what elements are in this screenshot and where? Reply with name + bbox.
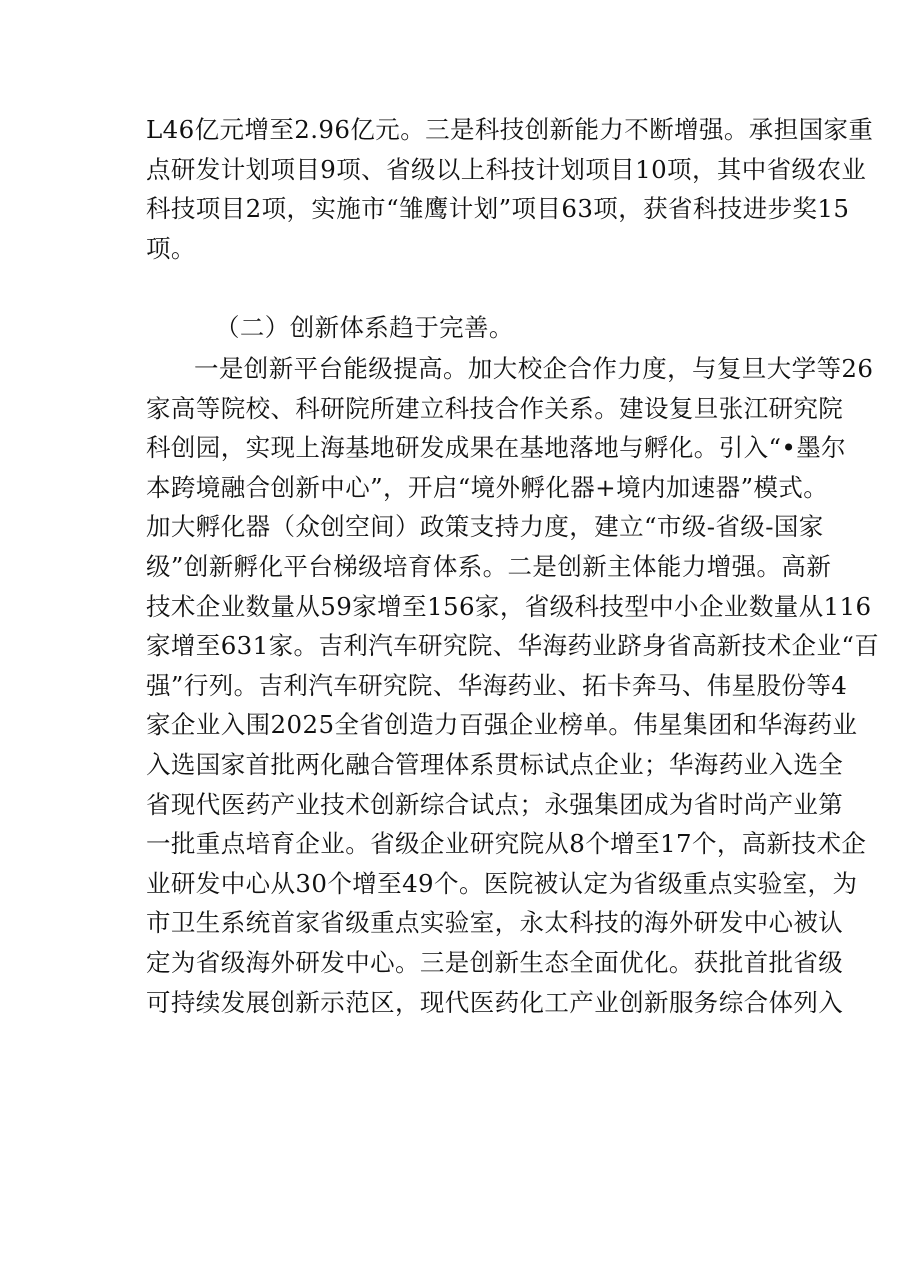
text-line: 项。 [146,233,196,263]
text-line: 业研发中心从30个增至49个。医院被认定为省级重点实验室，为 [146,868,858,898]
text-line: 家企业入围2025全省创造力百强企业榜单。伟星集团和华海药业 [146,710,858,740]
text-line: 科创园，实现上海基地研发成果在基地落地与孵化。引入“•墨尔 [146,433,847,463]
paragraph-2 [146,349,880,1022]
text-line: 一是创新平台能级提高。加大校企合作力度，与复旦大学等26 [194,354,874,383]
text-line: 定为省级海外研发中心。三是创新生态全面优化。获批首批省级 [146,947,844,977]
text-line: 省现代医药产业技术创新综合试点；永强集团成为省时尚产业第 [146,789,844,819]
text-line: 可持续发展创新示范区，现代医药化工产业创新服务综合体列入 [146,987,844,1017]
text-line: L46亿元增至2.96亿元。三是科技创新能力不断增强。承担国家重 [146,115,874,144]
text-line: 本跨境融合创新中心”，开启“境外孵化器+境内加速器”模式。 [146,472,829,502]
text-line: 市卫生系统首家省级重点实验室，永太科技的海外研发中心被认 [146,908,844,938]
text-line: 家高等院校、科研院所建立科技合作关系。建设复旦张江研究院 [146,393,844,423]
text-line: 级”创新孵化平台梯级培育体系。二是创新主体能力增强。高新 [146,551,832,581]
paragraph-1 [146,110,874,268]
text-line: 技术企业数量从59家增至156家，省级科技型中小企业数量从116 [146,591,872,621]
text-line: 加大孵化器（众创空间）政策支持力度，建立“市级-省级-国家 [146,512,824,542]
text-line: 科技项目2项，实施市“雏鹰计划”项目63项，获省科技进步奖15 [146,194,850,224]
text-line: 入选国家首批两化融合管理体系贯标试点企业；华海药业入选全 [146,749,844,779]
section-heading: （二）创新体系趋于完善。 [215,313,514,342]
text-line: 强”行列。吉利汽车研究院、华海药业、拓卡奔马、伟星股份等4 [146,670,848,700]
text-line: 点研发计划项目9项、省级以上科技计划项目10项，其中省级农业 [146,154,867,184]
text-line: 家增至631家。吉利汽车研究院、华海药业跻身省高新技术企业“百 [146,631,880,661]
text-line: 一批重点培育企业。省级企业研究院从8个增至17个，高新技术企 [146,829,867,859]
